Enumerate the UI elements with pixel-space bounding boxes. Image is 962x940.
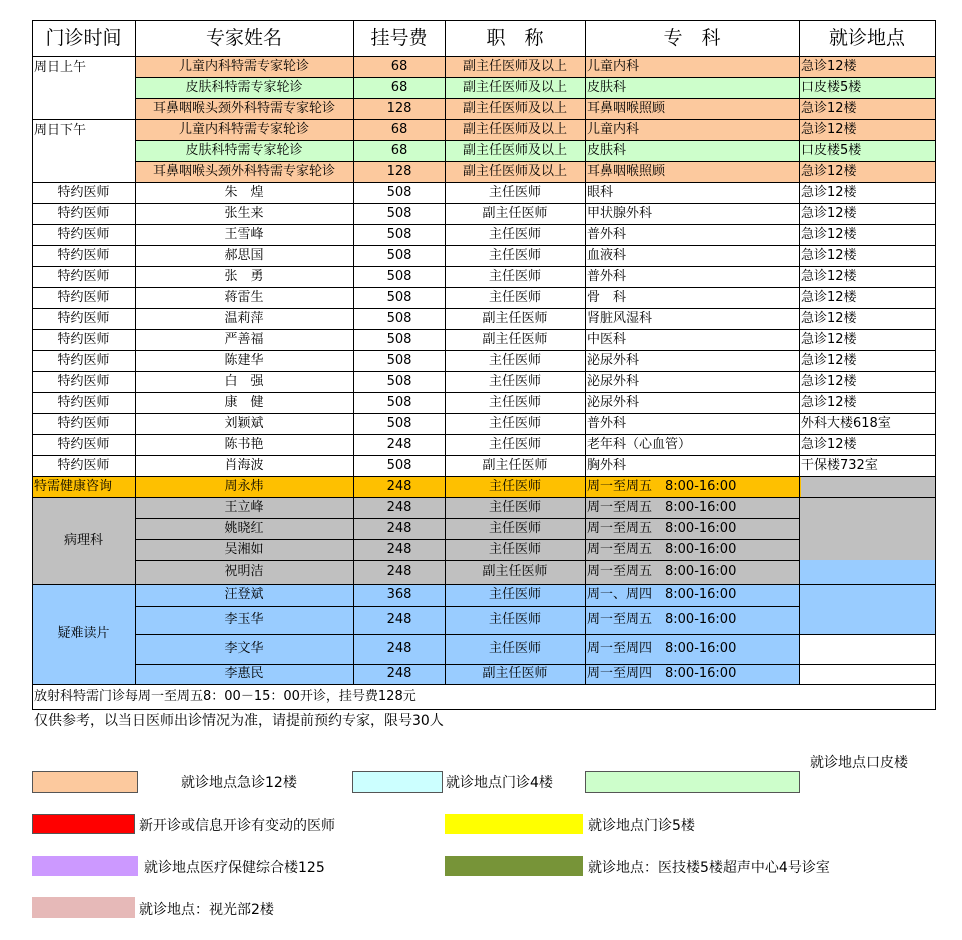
grid-line xyxy=(32,20,935,21)
location-cell xyxy=(799,606,935,634)
time-cell: 特需健康咨询 xyxy=(32,476,135,497)
column-header: 挂号费 xyxy=(370,27,428,49)
fee-cell: 248 xyxy=(353,476,445,497)
name-cell: 郝思国 xyxy=(224,247,264,263)
specialty-cell: 皮肤科 xyxy=(585,140,799,161)
time-cell xyxy=(32,77,135,98)
fee-cell: 128 xyxy=(353,161,445,182)
title-cell: 副主任医师及以上 xyxy=(445,56,585,77)
fee-cell: 508 xyxy=(386,205,412,221)
specialty-cell: 泌尿外科 xyxy=(587,352,640,368)
location-cell: 干保楼732室 xyxy=(801,457,878,473)
fee-cell: 508 xyxy=(386,289,412,305)
legend-swatch-pink xyxy=(32,897,135,918)
specialty-cell: 耳鼻咽喉照顾 xyxy=(585,98,799,119)
fee-cell: 68 xyxy=(353,77,445,98)
title-cell: 主任医师 xyxy=(445,634,585,664)
location-cell: 急诊12楼 xyxy=(801,331,857,347)
location-cell: 急诊12楼 xyxy=(801,184,857,200)
time-cell: 特约医师 xyxy=(57,226,110,242)
name-cell: 朱 煌 xyxy=(224,184,264,200)
specialty-cell: 中医科 xyxy=(587,331,627,347)
fee-cell: 508 xyxy=(386,268,412,284)
title-cell: 副主任医师及以上 xyxy=(445,119,585,140)
grid-line xyxy=(799,20,800,684)
name-cell: 王雪峰 xyxy=(224,226,264,242)
location-cell: 急诊12楼 xyxy=(801,205,857,221)
title-cell: 副主任医师 xyxy=(482,457,548,473)
fee-cell: 508 xyxy=(386,394,412,410)
title-cell: 副主任医师 xyxy=(445,664,585,684)
specialty-cell: 胸外科 xyxy=(587,457,627,473)
name-cell: 李玉华 xyxy=(135,606,353,634)
location-cell: 口皮楼5楼 xyxy=(799,77,935,98)
name-cell: 耳鼻咽喉头颈外科特需专家轮诊 xyxy=(135,98,353,119)
location-cell: 急诊12楼 xyxy=(801,373,857,389)
location-cell xyxy=(799,518,935,539)
grid-line xyxy=(585,20,586,684)
legend-label-red: 新开诊或信息开诊有变动的医师 xyxy=(139,818,335,834)
name-cell: 李文华 xyxy=(135,634,353,664)
fee-cell: 248 xyxy=(353,606,445,634)
title-cell: 副主任医师 xyxy=(482,205,548,221)
column-header: 门诊时间 xyxy=(45,27,122,49)
location-cell: 急诊12楼 xyxy=(801,226,857,242)
name-cell: 蒋雷生 xyxy=(224,289,264,305)
fee-cell: 248 xyxy=(386,436,412,452)
title-cell: 主任医师 xyxy=(488,352,541,368)
location-cell xyxy=(799,539,935,560)
fee-cell: 508 xyxy=(386,352,412,368)
grid-line xyxy=(799,634,935,635)
specialty-cell: 周一至周五 8:00-16:00 xyxy=(585,518,799,539)
grid-line xyxy=(135,77,935,78)
legend-swatch-cyan xyxy=(352,771,443,793)
title-cell: 主任医师 xyxy=(488,394,541,410)
title-cell: 主任医师 xyxy=(488,289,541,305)
fee-cell: 508 xyxy=(386,247,412,263)
specialty-cell: 周一至周五 8:00-16:00 xyxy=(585,476,801,497)
location-cell xyxy=(799,560,935,584)
title-cell: 副主任医师及以上 xyxy=(445,140,585,161)
fee-cell: 248 xyxy=(353,497,445,518)
grid-line xyxy=(135,634,799,635)
fee-cell: 68 xyxy=(353,119,445,140)
grid-line xyxy=(32,709,936,710)
name-cell: 张生来 xyxy=(224,205,264,221)
time-cell: 特约医师 xyxy=(57,289,110,305)
location-cell xyxy=(799,634,935,664)
legend-label-purple: 就诊地点医疗保健综合楼125 xyxy=(144,860,325,876)
title-cell: 副主任医师及以上 xyxy=(445,77,585,98)
legend-label-orange: 就诊地点急诊12楼 xyxy=(181,775,297,791)
name-cell: 李惠民 xyxy=(135,664,353,684)
time-cell: 特约医师 xyxy=(57,184,110,200)
fee-cell: 68 xyxy=(353,56,445,77)
specialty-cell: 周一至周四 8:00-16:00 xyxy=(585,634,799,664)
name-cell: 王立峰 xyxy=(135,497,353,518)
specialty-cell: 周一至周五 8:00-16:00 xyxy=(585,560,799,584)
name-cell: 刘颖斌 xyxy=(224,415,264,431)
column-header: 专家姓名 xyxy=(205,27,282,49)
specialty-cell: 甲状腺外科 xyxy=(587,205,653,221)
specialty-cell: 周一至周五 8:00-16:00 xyxy=(585,539,799,560)
location-cell: 急诊12楼 xyxy=(801,394,857,410)
specialty-cell: 周一至周五 8:00-16:00 xyxy=(585,497,799,518)
legend-label-pink: 就诊地点：视光部2楼 xyxy=(139,902,274,918)
grid-line xyxy=(935,20,936,709)
name-cell: 儿童内科特需专家轮诊 xyxy=(135,119,353,140)
column-header: 专 科 xyxy=(663,27,721,49)
legend-label-olive: 就诊地点：医技楼5楼超声中心4号诊室 xyxy=(588,860,830,876)
title-cell: 主任医师 xyxy=(445,518,585,539)
fee-cell: 508 xyxy=(386,184,412,200)
legend-swatch-purple xyxy=(32,856,138,876)
location-cell xyxy=(801,476,935,497)
name-cell: 陈建华 xyxy=(224,352,264,368)
legend-label-green: 就诊地点口皮楼 xyxy=(810,755,908,771)
fee-cell: 248 xyxy=(353,664,445,684)
time-cell: 特约医师 xyxy=(57,247,110,263)
time-cell: 特约医师 xyxy=(57,268,110,284)
time-cell: 特约医师 xyxy=(57,331,110,347)
fee-cell: 248 xyxy=(353,634,445,664)
specialty-cell: 普外科 xyxy=(587,268,627,284)
location-cell xyxy=(799,584,935,606)
title-cell: 主任医师 xyxy=(488,268,541,284)
grid-line xyxy=(135,606,799,607)
specialty-cell: 肾脏风湿科 xyxy=(587,310,653,326)
title-cell: 副主任医师 xyxy=(482,310,548,326)
fee-cell: 508 xyxy=(386,226,412,242)
title-cell: 主任医师 xyxy=(445,476,585,497)
name-cell: 祝明洁 xyxy=(135,560,353,584)
name-cell: 耳鼻咽喉头颈外科特需专家轮诊 xyxy=(135,161,353,182)
legend-label-yellow: 就诊地点门诊5楼 xyxy=(588,818,695,834)
name-cell: 严善福 xyxy=(224,331,264,347)
location-cell: 口皮楼5楼 xyxy=(799,140,935,161)
fee-cell: 508 xyxy=(386,373,412,389)
grid-line xyxy=(135,161,935,162)
title-cell: 副主任医师及以上 xyxy=(445,161,585,182)
location-cell: 急诊12楼 xyxy=(801,310,857,326)
specialty-cell: 普外科 xyxy=(587,415,627,431)
name-cell: 康 健 xyxy=(224,394,264,410)
legend-label-cyan: 就诊地点门诊4楼 xyxy=(446,775,553,791)
grid-line xyxy=(135,539,799,540)
name-cell: 皮肤科特需专家轮诊 xyxy=(135,140,353,161)
specialty-cell: 耳鼻咽喉照顾 xyxy=(585,161,799,182)
grid-line xyxy=(135,20,136,684)
fee-cell: 508 xyxy=(386,310,412,326)
specialty-cell: 周一、周四 8:00-16:00 xyxy=(585,584,799,606)
specialty-cell: 周一至周四 8:00-16:00 xyxy=(585,664,799,684)
fee-cell: 68 xyxy=(353,140,445,161)
location-cell: 急诊12楼 xyxy=(799,119,935,140)
time-cell: 特约医师 xyxy=(57,457,110,473)
column-header: 就诊地点 xyxy=(828,27,905,49)
specialty-cell: 普外科 xyxy=(587,226,627,242)
grid-line xyxy=(135,518,799,519)
name-cell: 姚晓红 xyxy=(135,518,353,539)
name-cell: 温莉萍 xyxy=(224,310,264,326)
legend-swatch-yellow xyxy=(445,814,583,834)
title-cell: 副主任医师及以上 xyxy=(445,98,585,119)
specialty-cell: 儿童内科 xyxy=(585,119,799,140)
name-cell: 陈书艳 xyxy=(224,436,264,452)
time-cell: 特约医师 xyxy=(57,373,110,389)
grid-line xyxy=(799,664,935,665)
fee-cell: 508 xyxy=(386,415,412,431)
name-cell: 周永炜 xyxy=(135,476,353,497)
name-cell: 皮肤科特需专家轮诊 xyxy=(135,77,353,98)
remark-text: 仅供参考，以当日医师出诊情况为准，请提前预约专家，限号30人 xyxy=(34,713,444,729)
specialty-cell: 儿童内科 xyxy=(585,56,799,77)
specialty-cell: 皮肤科 xyxy=(585,77,799,98)
location-cell xyxy=(799,497,935,518)
location-cell: 急诊12楼 xyxy=(799,98,935,119)
grid-line xyxy=(135,140,935,141)
location-cell: 外科大楼618室 xyxy=(801,415,891,431)
location-cell: 急诊12楼 xyxy=(801,289,857,305)
time-cell: 特约医师 xyxy=(57,436,110,452)
specialty-cell: 老年科（心血管） xyxy=(587,436,692,452)
title-cell: 主任医师 xyxy=(445,539,585,560)
name-cell: 张 勇 xyxy=(224,268,264,284)
location-cell: 急诊12楼 xyxy=(799,161,935,182)
name-cell: 肖海波 xyxy=(224,457,264,473)
title-cell: 主任医师 xyxy=(488,436,541,452)
legend-swatch-red xyxy=(32,814,135,834)
grid-line xyxy=(32,119,135,120)
title-cell: 主任医师 xyxy=(488,373,541,389)
specialty-cell: 血液科 xyxy=(587,247,627,263)
legend-swatch-green xyxy=(585,771,800,793)
name-cell: 吴湘如 xyxy=(135,539,353,560)
footer-note: 放射科特需门诊每周一至周五8：00－15：00开诊，挂号费128元 xyxy=(34,688,416,704)
time-cell xyxy=(32,140,135,161)
title-cell: 主任医师 xyxy=(488,184,541,200)
fee-cell: 508 xyxy=(386,457,412,473)
grid-line xyxy=(445,20,446,684)
grid-line xyxy=(32,56,935,57)
fee-cell: 248 xyxy=(353,539,445,560)
name-cell: 白 强 xyxy=(224,373,264,389)
fee-cell: 508 xyxy=(386,331,412,347)
title-cell: 主任医师 xyxy=(445,584,585,606)
location-cell xyxy=(799,664,935,684)
location-cell: 急诊12楼 xyxy=(801,247,857,263)
column-header: 职 称 xyxy=(486,27,544,49)
grid-line xyxy=(135,560,799,561)
name-cell: 汪登斌 xyxy=(135,584,353,606)
grid-line xyxy=(32,20,33,709)
specialty-cell: 眼科 xyxy=(587,184,614,200)
title-cell: 副主任医师 xyxy=(482,331,548,347)
specialty-cell: 骨 科 xyxy=(587,289,627,305)
grid-line xyxy=(353,20,354,684)
name-cell: 儿童内科特需专家轮诊 xyxy=(135,56,353,77)
legend-swatch-olive xyxy=(445,856,583,876)
grid-line xyxy=(135,98,935,99)
dept-cell: 病理科 xyxy=(32,497,135,584)
title-cell: 主任医师 xyxy=(488,226,541,242)
time-cell: 周日下午 xyxy=(34,123,87,138)
time-cell: 特约医师 xyxy=(57,205,110,221)
time-cell xyxy=(32,161,135,182)
title-cell: 主任医师 xyxy=(445,497,585,518)
location-cell: 急诊12楼 xyxy=(801,352,857,368)
time-cell: 特约医师 xyxy=(57,352,110,368)
schedule-table xyxy=(32,20,935,709)
title-cell: 副主任医师 xyxy=(445,560,585,584)
fee-cell: 248 xyxy=(353,560,445,584)
title-cell: 主任医师 xyxy=(488,415,541,431)
specialty-cell: 泌尿外科 xyxy=(587,394,640,410)
fee-cell: 128 xyxy=(353,98,445,119)
time-cell: 特约医师 xyxy=(57,394,110,410)
title-cell: 主任医师 xyxy=(488,247,541,263)
fee-cell: 368 xyxy=(353,584,445,606)
specialty-cell: 泌尿外科 xyxy=(587,373,640,389)
time-cell: 特约医师 xyxy=(57,310,110,326)
location-cell: 急诊12楼 xyxy=(799,56,935,77)
grid-line xyxy=(135,119,935,120)
time-cell: 特约医师 xyxy=(57,415,110,431)
time-cell: 周日上午 xyxy=(34,60,87,75)
grid-line xyxy=(135,664,799,665)
location-cell: 急诊12楼 xyxy=(801,268,857,284)
dept-cell: 疑难读片 xyxy=(32,584,135,684)
title-cell: 主任医师 xyxy=(445,606,585,634)
legend-swatch-orange xyxy=(32,771,138,793)
specialty-cell: 周一至周五 8:00-16:00 xyxy=(585,606,799,634)
fee-cell: 248 xyxy=(353,518,445,539)
time-cell xyxy=(32,98,135,119)
location-cell: 急诊12楼 xyxy=(801,436,857,452)
